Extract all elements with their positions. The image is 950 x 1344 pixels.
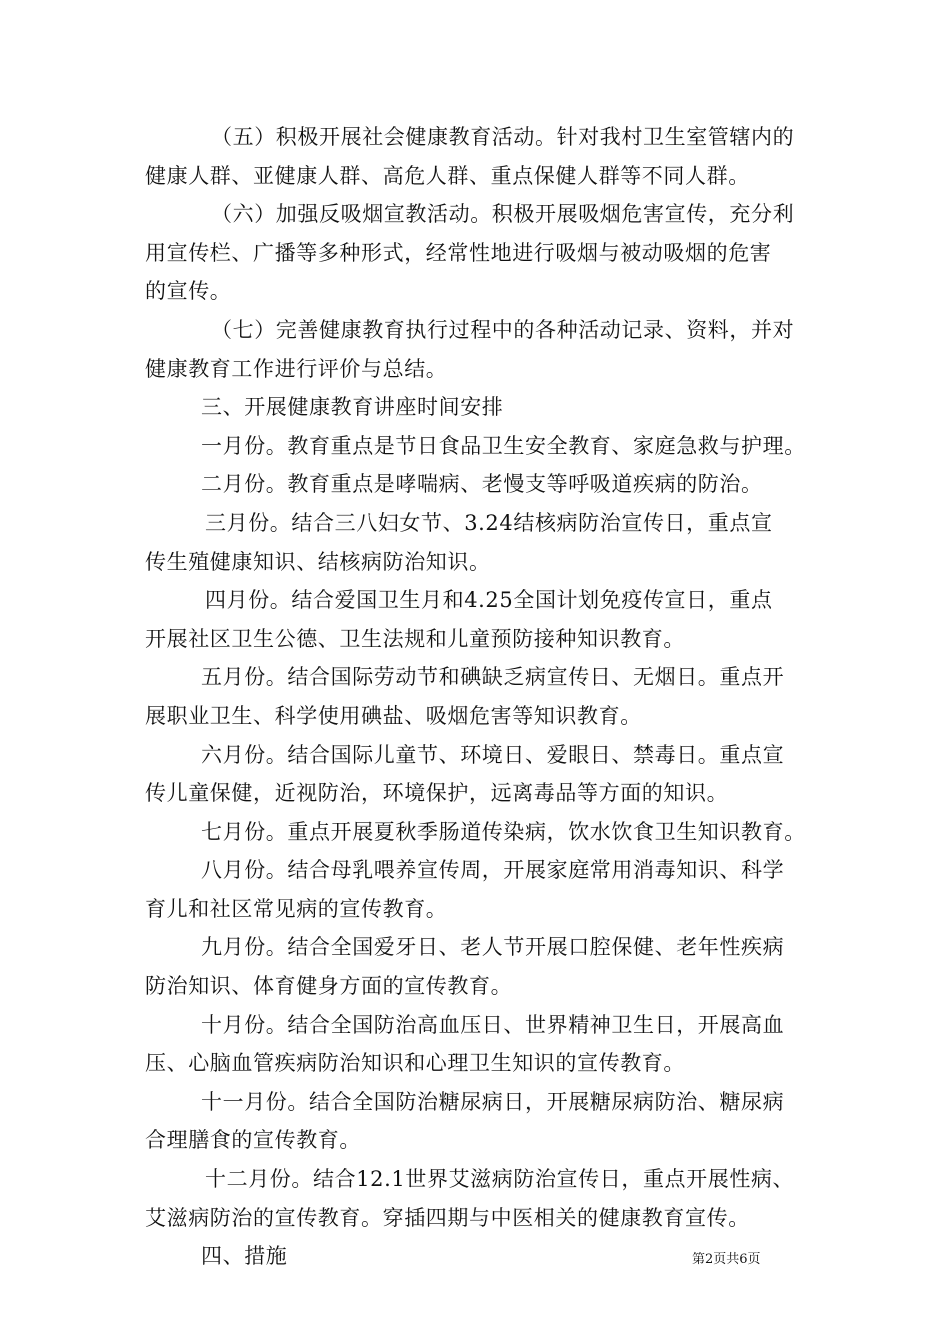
- page-number-footer: 第2页共6页: [692, 1252, 761, 1267]
- paragraph-line: （七）完善健康教育执行过程中的各种活动记录、资料，并对: [211, 317, 795, 342]
- paragraph-line: 六月份。结合国际儿童节、环境日、爱眼日、禁毒日。重点宣: [201, 742, 785, 767]
- paragraph-line: 十一月份。结合全国防治糖尿病日，开展糖尿病防治、糖尿病: [201, 1089, 785, 1114]
- paragraph-line: 防治知识、体育健身方面的宣传教育。: [145, 974, 513, 999]
- paragraph-line: 开展社区卫生公德、卫生法规和儿童预防接种知识教育。: [145, 626, 685, 651]
- paragraph-line: 健康人群、亚健康人群、高危人群、重点保健人群等不同人群。: [145, 163, 750, 188]
- paragraph-line: 健康教育工作进行评价与总结。: [145, 356, 448, 381]
- paragraph-line: 压、心脑血管疾病防治知识和心理卫生知识的宣传教育。: [145, 1051, 685, 1076]
- section-heading: 四、措施: [201, 1244, 288, 1269]
- paragraph-line: （五）积极开展社会健康教育活动。针对我村卫生室管辖内的: [211, 125, 795, 149]
- paragraph-line: 九月份。结合全国爱牙日、老人节开展口腔保健、老年性疾病: [201, 935, 785, 960]
- paragraph-line: 七月份。重点开展夏秋季肠道传染病，饮水饮食卫生知识教育。: [201, 819, 806, 844]
- paragraph-line: 一月份。教育重点是节日食品卫生安全教育、家庭急救与护理。: [201, 433, 806, 458]
- section-heading: 三、开展健康教育讲座时间安排: [201, 395, 504, 420]
- paragraph-line: 展职业卫生、科学使用碘盐、吸烟危害等知识教育。: [145, 703, 642, 728]
- paragraph-line: 传生殖健康知识、结核病防治知识。: [145, 549, 491, 574]
- paragraph-line: 传儿童保健，近视防治，环境保护，远离毒品等方面的知识。: [145, 781, 729, 806]
- paragraph-line: 三月份。结合三八妇女节、3.24结核病防治宣传日，重点宣: [205, 510, 773, 535]
- document-body: [145, 118, 810, 1276]
- paragraph-line: 用宣传栏、广播等多种形式，经常性地进行吸烟与被动吸烟的危害: [145, 240, 772, 265]
- paragraph-line: 八月份。结合母乳喂养宣传周，开展家庭常用消毒知识、科学: [201, 858, 785, 883]
- paragraph-line: （六）加强反吸烟宣教活动。积极开展吸烟危害宣传，充分利: [211, 202, 795, 227]
- paragraph-line: 五月份。结合国际劳动节和碘缺乏病宣传日、无烟日。重点开: [201, 665, 785, 690]
- paragraph-line: 十月份。结合全国防治高血压日、世界精神卫生日，开展高血: [201, 1012, 785, 1037]
- paragraph-line: 的宣传。: [145, 279, 232, 304]
- paragraph-line: 十二月份。结合12.1世界艾滋病防治宣传日，重点开展性病、: [205, 1167, 795, 1192]
- paragraph-line: 二月份。教育重点是哮喘病、老慢支等呼吸道疾病的防治。: [201, 472, 763, 497]
- paragraph-line: 合理膳食的宣传教育。: [145, 1128, 361, 1153]
- paragraph-line: 艾滋病防治的宣传教育。穿插四期与中医相关的健康教育宣传。: [145, 1205, 750, 1230]
- paragraph-line: 育儿和社区常见病的宣传教育。: [145, 896, 448, 921]
- paragraph-line: 四月份。结合爱国卫生月和4.25全国计划免疫传宣日，重点: [205, 588, 773, 613]
